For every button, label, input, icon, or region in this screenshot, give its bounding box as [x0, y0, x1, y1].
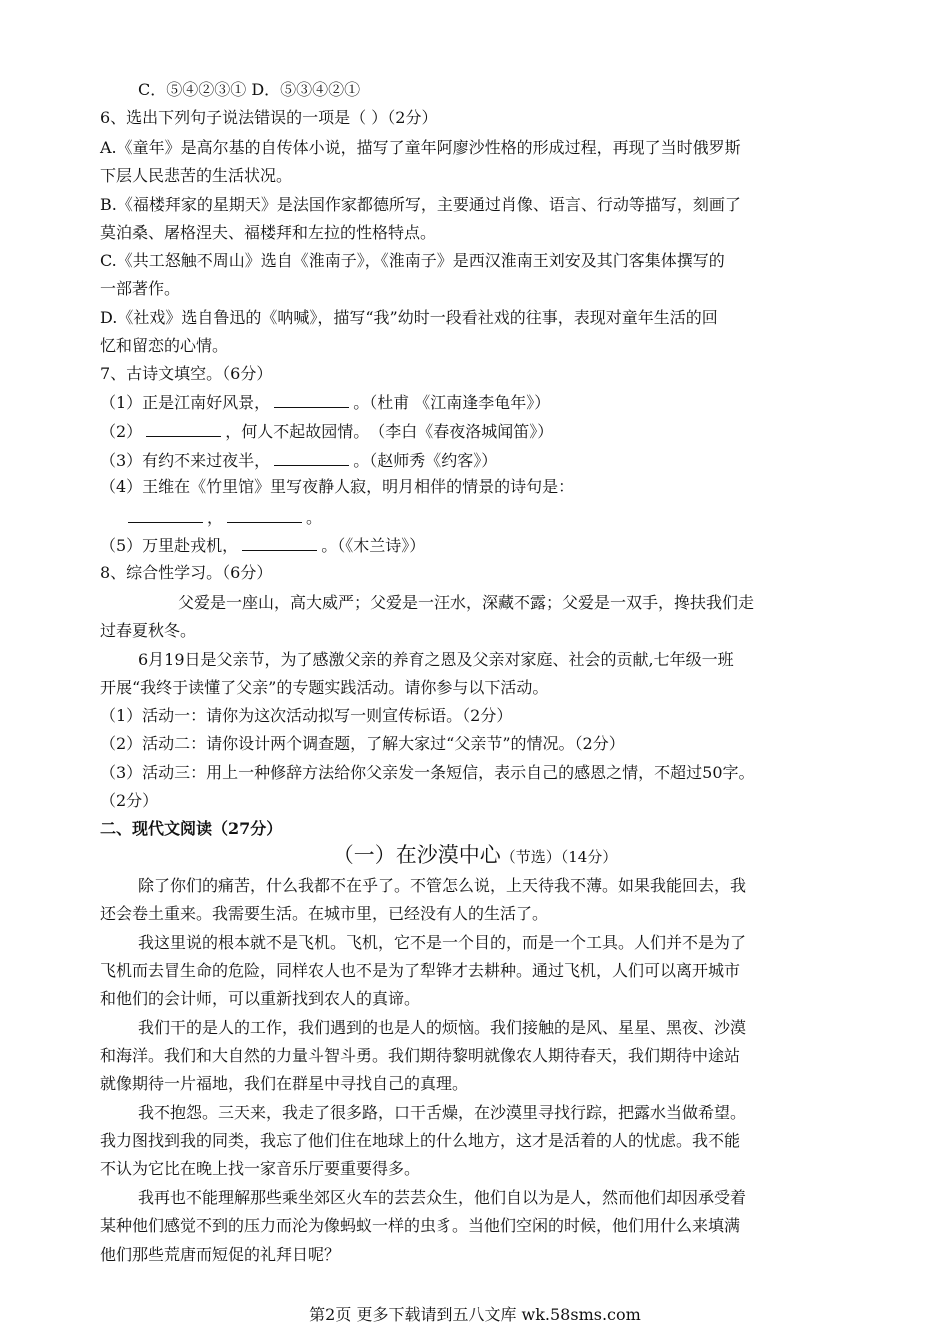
option-d-line-2: 忆和留恋的心情。	[100, 336, 229, 355]
question-8: 8、综合性学习。（6分）	[100, 563, 273, 582]
paragraph-4-line-3: 不认为它比在晚上找一家音乐厅要重要得多。	[100, 1159, 421, 1178]
paragraph-2-line-1: 我这里说的根本就不是飞机。飞机，它不是一个目的，而是一个工具。人们并不是为了	[138, 933, 747, 952]
paragraph-5-line-2: 某种他们感觉不到的压力而沦为像蚂蚁一样的虫豸。当他们空闲的时候，他们用什么来填满	[100, 1216, 741, 1235]
passage-title	[0, 842, 950, 870]
poem-fill-3-prompt: （3）有约不来过夜半，	[100, 451, 271, 470]
option-c-line-2: 一部著作。	[100, 279, 181, 298]
question-7: 7、古诗文填空。（6分）	[100, 364, 273, 383]
father-love-line-1: 父爱是一座山，高大威严；父爱是一汪水，深藏不露；父爱是一双手，搀扶我们走	[178, 593, 755, 612]
option-a-line-1: A.《童年》是高尔基的自传体小说，描写了童年阿廖沙性格的形成过程，再现了当时俄罗斯	[100, 138, 741, 157]
option-b-line-1: B.《福楼拜家的星期天》是法国作家都德所写，主要通过肖像、语言、行动等描写，刻画了	[100, 195, 741, 214]
poem-fill-2-prefix: （2）	[100, 422, 143, 441]
fathers-day-line-1: 6月19日是父亲节，为了感激父亲的养育之恩及父亲对家庭、社会的贡献,七年级一班	[138, 650, 734, 669]
period: 。	[306, 508, 323, 527]
paragraph-4-line-2: 我力图找到我的同类，我忘了他们住在地球上的什么地方，这才是活着的人的忧虑。我不能	[100, 1131, 741, 1150]
poem-fill-5-source: 。（《木兰诗》）	[321, 536, 426, 555]
father-love-line-2: 过春夏秋冬。	[100, 621, 197, 640]
fathers-day-line-2: 开展“我终于读懂了父亲”的专题实践活动。请你参与以下活动。	[100, 678, 549, 697]
poem-fill-3	[100, 449, 870, 471]
activity-3: （3）活动三：用上一种修辞方法给你父亲发一条短信，表示自己的感恩之情，不超过50字。	[100, 763, 755, 782]
comma: ，	[207, 508, 224, 527]
paragraph-3-line-3: 就像期待一片福地，我们在群星中寻找自己的真理。	[100, 1074, 469, 1093]
paragraph-5-line-1: 我再也不能理解那些乘坐郊区火车的芸芸众生，他们自以为是人，然而他们却因承受着	[138, 1188, 747, 1207]
passage-title-note: （节选）（14分）	[500, 848, 618, 866]
paragraph-1-line-1: 除了你们的痛苦，什么我都不在乎了。不管怎么说，上天待我不薄。如果我能回去，我	[138, 876, 747, 895]
poem-fill-4-answers	[124, 506, 894, 528]
paragraph-4-line-1: 我不抱怨。三天来，我走了很多路，口干舌燥，在沙漠里寻找行踪，把露水当做希望。	[138, 1103, 747, 1122]
blank-3[interactable]	[274, 449, 349, 466]
poem-fill-2-rest: ，何人不起故园情。 （李白《春夜洛城闻笛》）	[225, 422, 554, 441]
poem-fill-4: （4）王维在《竹里馆》里写夜静人寂，明月相伴的情景的诗句是：	[100, 477, 575, 496]
passage-title-main: （一）在沙漠中心	[332, 843, 501, 867]
page-footer: 第2页 更多下载请到五八文库 wk.58sms.com	[309, 1305, 641, 1324]
paragraph-3-line-1: 我们干的是人的工作，我们遇到的也是人的烦恼。我们接触的是风、星星、黑夜、沙漠	[138, 1018, 747, 1037]
blank-4b[interactable]	[227, 506, 302, 523]
options-c-d: C．⑤④②③① D．⑤③④②①	[138, 80, 361, 99]
poem-fill-5-prompt: （5）万里赴戎机，	[100, 536, 239, 555]
paragraph-3-line-2: 和海洋。我们和大自然的力量斗智斗勇。我们期待黎明就像农人期待春天，我们期待中途站	[100, 1046, 741, 1065]
poem-fill-2	[100, 420, 870, 442]
poem-fill-3-source: 。（赵师秀《约客》）	[353, 451, 498, 470]
blank-2[interactable]	[146, 420, 221, 437]
option-a-line-2: 下层人民悲苦的生活状况。	[100, 166, 293, 185]
blank-4a[interactable]	[128, 506, 203, 523]
option-c-line-1: C.《共工怒触不周山》选自《淮南子》，《淮南子》是西汉淮南王刘安及其门客集体撰写的	[100, 251, 725, 270]
option-b-line-2: 莫泊桑、屠格涅夫、福楼拜和左拉的性格特点。	[100, 223, 437, 242]
option-d-line-1: D.《社戏》选自鲁迅的《呐喊》，描写“我”幼时一段看社戏的往事，表现对童年生活的回	[100, 308, 718, 327]
activity-3-score: （2分）	[100, 791, 159, 810]
activity-2: （2）活动二：请你设计两个调查题，了解大家过“父亲节”的情况。（2分）	[100, 734, 625, 753]
poem-fill-1-prompt: （1）正是江南好风景，	[100, 393, 271, 412]
poem-fill-5	[100, 534, 870, 556]
paragraph-5-line-3: 他们那些荒唐而短促的礼拜日呢？	[100, 1245, 341, 1264]
paragraph-1-line-2: 还会卷土重来。我需要生活。在城市里，已经没有人的生活了。	[100, 904, 549, 923]
poem-fill-1-source: 。（杜甫 《江南逢李龟年》）	[353, 393, 551, 412]
section-heading: 二、现代文阅读（27分）	[100, 819, 283, 838]
poem-fill-1	[100, 391, 870, 413]
paragraph-2-line-2: 飞机而去冒生命的危险，同样农人也不是为了犁铧才去耕种。通过飞机，人们可以离开城市	[100, 961, 741, 980]
question-6: 6、选出下列句子说法错误的一项是（ ）（2分）	[100, 108, 438, 127]
activity-1: （1）活动一：请你为这次活动拟写一则宣传标语。（2分）	[100, 706, 513, 725]
blank-1[interactable]	[274, 391, 349, 408]
blank-5[interactable]	[242, 534, 317, 551]
paragraph-2-line-3: 和他们的会计师，可以重新找到农人的真谛。	[100, 989, 421, 1008]
